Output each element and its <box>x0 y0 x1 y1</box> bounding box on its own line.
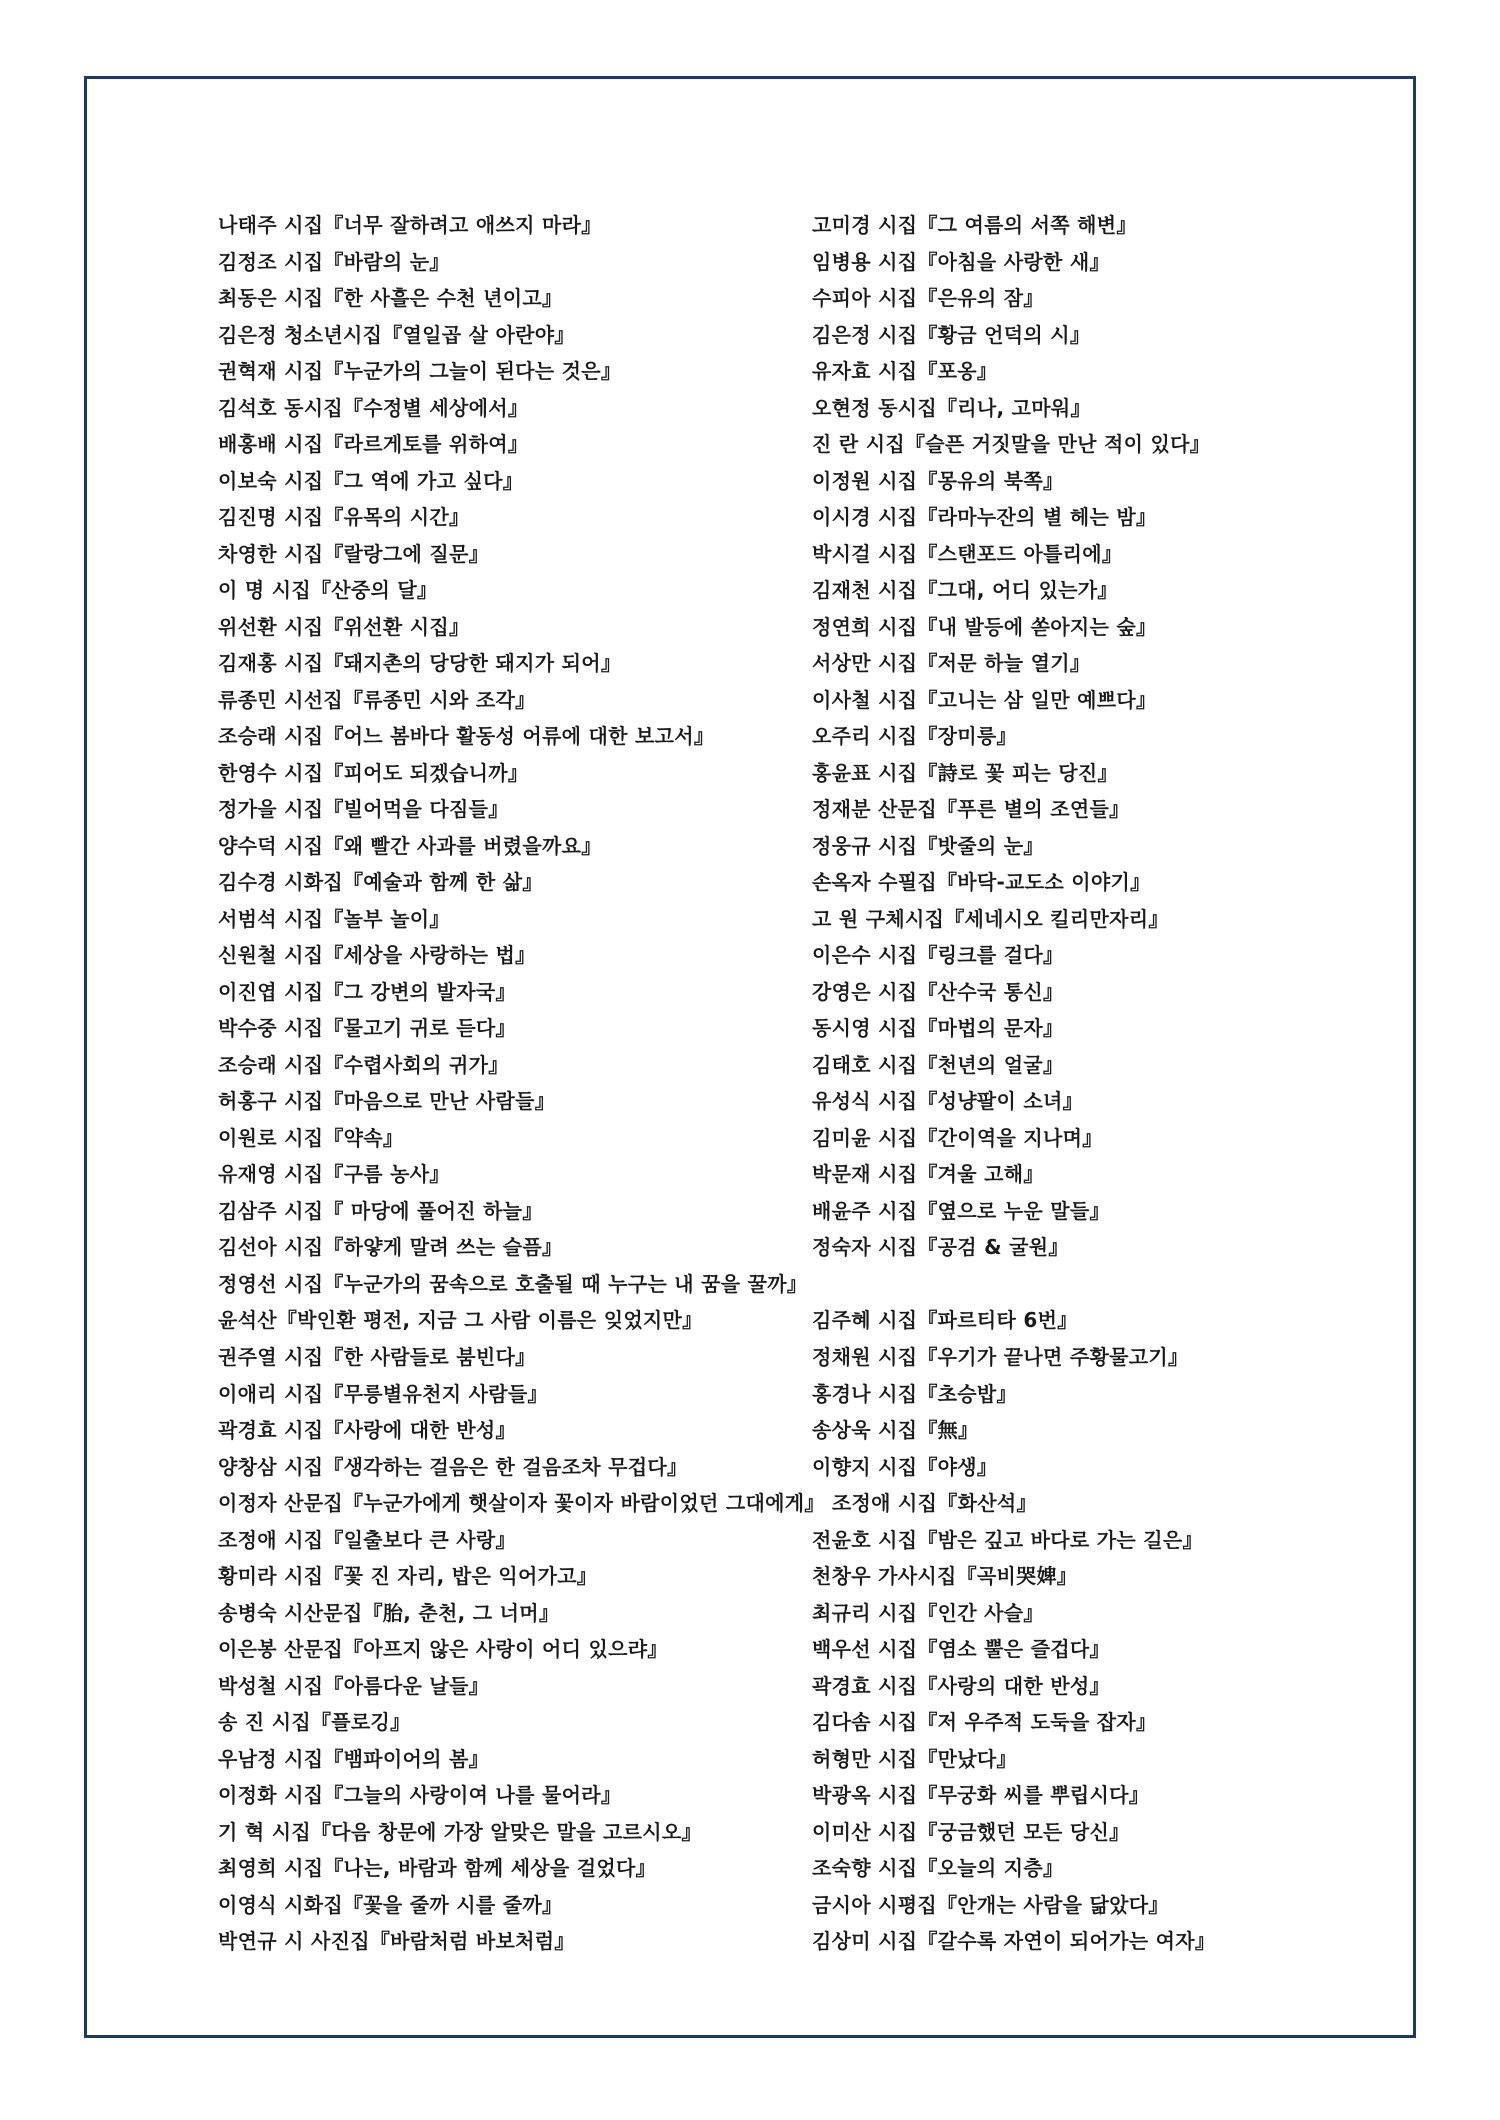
book-entry-left: 김석호 동시집『수정별 세상에서』 <box>218 395 529 420</box>
book-row <box>218 1704 1398 1741</box>
book-row <box>218 901 1398 938</box>
book-entry-right: 전윤호 시집『밤은 깊고 바다로 가는 길은』 <box>812 1527 1203 1552</box>
book-row <box>218 1083 1398 1120</box>
book-entry-left: 김삼주 시집『 마당에 풀어진 하늘』 <box>218 1198 543 1223</box>
book-row <box>218 536 1398 573</box>
book-entry-right: 박광옥 시집『무궁화 씨를 뿌립시다』 <box>812 1783 1150 1808</box>
book-row <box>218 426 1398 463</box>
book-entry-left: 이보숙 시집『그 역에 가고 싶다』 <box>218 468 524 493</box>
book-entry-left: 최영희 시집『나는, 바람과 함께 세상을 걸었다』 <box>218 1856 656 1881</box>
book-entry-right: 천창우 가사시집『곡비哭婢』 <box>812 1564 1078 1589</box>
book-entry-right: 정재분 산문집『푸른 별의 조연들』 <box>812 797 1130 822</box>
book-row <box>218 317 1398 354</box>
book-entry-left: 류종민 시선집『류종민 시와 조각』 <box>218 687 536 712</box>
book-entry-right: 손옥자 수필집『바닥-교도소 이야기』 <box>812 870 1151 895</box>
book-row <box>218 1266 1398 1303</box>
book-row <box>218 864 1398 901</box>
book-row <box>218 1120 1398 1157</box>
book-entry-right: 임병용 시집『아침을 사랑한 새』 <box>812 249 1110 274</box>
book-entry-left: 기 혁 시집『다음 창문에 가장 알맞은 말을 고르시오』 <box>218 1819 702 1844</box>
book-row <box>218 974 1398 1011</box>
book-entry-left: 이영식 시화집『꽃을 줄까 시를 줄까』 <box>218 1892 563 1917</box>
book-entry-right: 허형만 시집『만났다』 <box>812 1746 1017 1771</box>
book-entry-left: 조승래 시집『어느 봄바다 활동성 어류에 대한 보고서』 <box>218 724 715 749</box>
book-entry-left: 양수덕 시집『왜 빨간 사과를 버렸을까요』 <box>218 833 602 858</box>
book-row <box>218 463 1398 500</box>
book-entry-right: 김은정 시집『황금 언덕의 시』 <box>812 322 1091 347</box>
book-entry-right: 오주리 시집『장미릉』 <box>812 724 1017 749</box>
book-entry-left: 김수경 시화집『예술과 함께 한 삶』 <box>218 870 543 895</box>
book-row <box>218 1923 1398 1960</box>
book-entry-right: 금시아 시평집『안개는 사람을 닮았다』 <box>812 1892 1169 1917</box>
book-entry-left: 정가을 시집『빌어먹을 다짐들』 <box>218 797 509 822</box>
book-row <box>218 1412 1398 1449</box>
book-row <box>218 390 1398 427</box>
book-entry-left: 김진명 시집『유목의 시간』 <box>218 505 470 530</box>
book-row <box>218 937 1398 974</box>
book-entry-left: 허홍구 시집『마음으로 만난 사람들』 <box>218 1089 556 1114</box>
book-entry-right: 유자효 시집『포옹』 <box>812 359 998 384</box>
book-entry-left: 곽경효 시집『사랑에 대한 반성』 <box>218 1418 516 1443</box>
book-row <box>218 244 1398 281</box>
book-row <box>218 645 1398 682</box>
book-entry-left: 송 진 시집『플로깅』 <box>218 1710 411 1735</box>
book-entry-left: 나태주 시집『너무 잘하려고 애쓰지 마라』 <box>218 213 602 237</box>
book-entry-right: 오현정 동시집『리나, 고마워』 <box>812 395 1091 420</box>
book-row <box>218 1887 1398 1924</box>
book-row <box>218 1631 1398 1668</box>
book-entry-right: 서상만 시집『저문 하늘 열기』 <box>812 651 1091 676</box>
book-entry-right: 김재천 시집『그대, 어디 있는가』 <box>812 578 1118 603</box>
book-entry-left: 이진엽 시집『그 강변의 발자국』 <box>218 979 516 1004</box>
book-row <box>218 280 1398 317</box>
book-entry-right: 동시영 시집『마법의 문자』 <box>812 1016 1064 1041</box>
book-entry-left: 김은정 청소년시집『열일곱 살 아란야』 <box>218 322 575 347</box>
book-row <box>218 572 1398 609</box>
book-row <box>218 1485 1398 1522</box>
book-entry-right: 박시걸 시집『스탠포드 아틀리에』 <box>812 541 1123 566</box>
book-entry-right: 강영은 시집『산수국 통신』 <box>812 979 1064 1004</box>
book-entry-left: 최동은 시집『한 사흘은 수천 년이고』 <box>218 286 563 311</box>
book-entry-right: 정숙자 시집『공검 & 굴원』 <box>812 1235 1069 1260</box>
book-entry-left: 차영한 시집『랄랑그에 질문』 <box>218 541 489 566</box>
book-entry-left: 정영선 시집『누군가의 꿈속으로 호출될 때 누구는 내 꿈을 꿀까』 <box>218 1271 808 1296</box>
book-entry-left: 이애리 시집『무릉별유천지 사람들』 <box>218 1381 548 1406</box>
book-row <box>218 1229 1398 1266</box>
book-entry-right: 이미산 시집『궁금했던 모든 당신』 <box>812 1819 1130 1844</box>
book-entry-right: 김태호 시집『천년의 얼굴』 <box>812 1052 1064 1077</box>
book-entry-right: 이사철 시집『고니는 삼 일만 예쁘다』 <box>812 687 1157 712</box>
book-row <box>218 1010 1398 1047</box>
book-row <box>218 1668 1398 1705</box>
book-entry-right: 정채원 시집『우기가 끝나면 주황물고기』 <box>812 1344 1189 1369</box>
book-entry-right: 조숙향 시집『오늘의 지층』 <box>812 1856 1064 1881</box>
book-entry-left: 양창삼 시집『생각하는 걸음은 한 걸음조차 무겁다』 <box>218 1454 688 1479</box>
book-row <box>218 207 1398 244</box>
book-entry-right: 김주혜 시집『파르티타 6번』 <box>812 1308 1078 1333</box>
book-entry-left: 신원철 시집『세상을 사랑하는 법』 <box>218 943 536 968</box>
book-entry-left: 이정자 산문집『누군가에게 햇살이자 꽃이자 바람이었던 그대에게』 조정애 시집『화산석』 <box>218 1491 1037 1516</box>
book-row <box>218 1376 1398 1413</box>
book-entry-left: 권혁재 시집『누군가의 그늘이 된다는 것은』 <box>218 359 622 384</box>
book-entry-left: 우남정 시집『뱀파이어의 봄』 <box>218 1746 489 1771</box>
book-entry-left: 박연규 시 사진집『바람처럼 바보처럼』 <box>218 1929 575 1954</box>
book-row <box>218 1522 1398 1559</box>
book-entry-right: 홍윤표 시집『詩로 꽃 피는 당진』 <box>812 760 1118 785</box>
book-entry-left: 이원로 시집『약속』 <box>218 1125 404 1150</box>
book-row <box>218 1339 1398 1376</box>
book-entry-right: 김상미 시집『갈수록 자연이 되어가는 여자』 <box>812 1929 1216 1954</box>
book-entry-left: 이은봉 산문집『아프지 않은 사랑이 어디 있으랴』 <box>218 1637 668 1662</box>
book-list <box>218 207 1398 1960</box>
book-entry-left: 권주열 시집『한 사람들로 붐빈다』 <box>218 1344 536 1369</box>
book-row <box>218 1558 1398 1595</box>
book-row <box>218 499 1398 536</box>
book-row <box>218 1741 1398 1778</box>
book-row <box>218 609 1398 646</box>
book-entry-left: 조승래 시집『수렵사회의 귀가』 <box>218 1052 509 1077</box>
book-entry-left: 조정애 시집『일출보다 큰 사랑』 <box>218 1527 516 1552</box>
book-entry-right: 이향지 시집『야생』 <box>812 1454 998 1479</box>
book-entry-right: 이시경 시집『라마누잔의 별 헤는 밤』 <box>812 505 1157 530</box>
book-entry-right: 곽경효 시집『사랑의 대한 반성』 <box>812 1673 1110 1698</box>
book-entry-left: 김재홍 시집『돼지촌의 당당한 돼지가 되어』 <box>218 651 622 676</box>
book-row <box>218 1850 1398 1887</box>
book-row <box>218 791 1398 828</box>
book-entry-left: 이정화 시집『그늘의 사랑이여 나를 물어라』 <box>218 1783 622 1808</box>
book-row <box>218 1777 1398 1814</box>
book-entry-left: 이 명 시집『산중의 달』 <box>218 578 438 603</box>
book-entry-left: 박성철 시집『아름다운 날들』 <box>218 1673 489 1698</box>
book-entry-left: 박수중 시집『물고기 귀로 듣다』 <box>218 1016 516 1041</box>
book-entry-left: 위선환 시집『위선환 시집』 <box>218 614 470 639</box>
book-row <box>218 828 1398 865</box>
book-entry-right: 진 란 시집『슬픈 거짓말을 만난 적이 있다』 <box>812 432 1211 457</box>
book-row <box>218 1302 1398 1339</box>
book-entry-left: 송병숙 시산문집『胎, 춘천, 그 너머』 <box>218 1600 560 1625</box>
book-row <box>218 1193 1398 1230</box>
book-entry-left: 김선아 시집『하얗게 말려 쓰는 슬픔』 <box>218 1235 563 1260</box>
book-entry-right: 이은수 시집『링크를 걸다』 <box>812 943 1064 968</box>
book-entry-right: 송상욱 시집『無』 <box>812 1418 979 1443</box>
book-entry-left: 윤석산『박인환 평전, 지금 그 사람 이름은 잊었지만』 <box>218 1308 703 1333</box>
book-entry-right: 고미경 시집『그 여름의 서쪽 해변』 <box>812 213 1137 237</box>
book-row <box>218 755 1398 792</box>
book-entry-right: 정웅규 시집『밧줄의 눈』 <box>812 833 1044 858</box>
book-entry-right: 박문재 시집『겨울 고해』 <box>812 1162 1044 1187</box>
book-entry-right: 배윤주 시집『옆으로 누운 말들』 <box>812 1198 1110 1223</box>
book-row <box>218 1156 1398 1193</box>
book-entry-right: 유성식 시집『성냥팔이 소녀』 <box>812 1089 1083 1114</box>
book-entry-left: 김정조 시집『바람의 눈』 <box>218 249 450 274</box>
book-row <box>218 1449 1398 1486</box>
book-row <box>218 718 1398 755</box>
book-entry-left: 배홍배 시집『라르게토를 위하여』 <box>218 432 529 457</box>
book-entry-left: 황미라 시집『꽃 진 자리, 밥은 익어가고』 <box>218 1564 598 1589</box>
book-entry-right: 이정원 시집『몽유의 북쪽』 <box>812 468 1064 493</box>
book-entry-right: 정연희 시집『내 발등에 쏟아지는 숲』 <box>812 614 1157 639</box>
book-entry-left: 한영수 시집『피어도 되겠습니까』 <box>218 760 529 785</box>
book-entry-right: 최규리 시집『인간 사슬』 <box>812 1600 1044 1625</box>
book-entry-right: 백우선 시집『염소 뿔은 즐겁다』 <box>812 1637 1110 1662</box>
book-entry-right: 김미윤 시집『간이역을 지나며』 <box>812 1125 1103 1150</box>
book-row <box>218 1595 1398 1632</box>
book-row <box>218 353 1398 390</box>
book-entry-left: 유재영 시집『구름 농사』 <box>218 1162 450 1187</box>
book-row <box>218 1047 1398 1084</box>
book-entry-right: 홍경나 시집『초승밥』 <box>812 1381 1017 1406</box>
book-entry-right: 고 원 구체시집『세네시오 킬리만자리』 <box>812 906 1169 931</box>
book-entry-right: 수피아 시집『은유의 잠』 <box>812 286 1044 311</box>
book-entry-right: 김다솜 시집『저 우주적 도둑을 잡자』 <box>812 1710 1157 1735</box>
book-entry-left: 서범석 시집『놀부 놀이』 <box>218 906 450 931</box>
book-row <box>218 682 1398 719</box>
book-row <box>218 1814 1398 1851</box>
